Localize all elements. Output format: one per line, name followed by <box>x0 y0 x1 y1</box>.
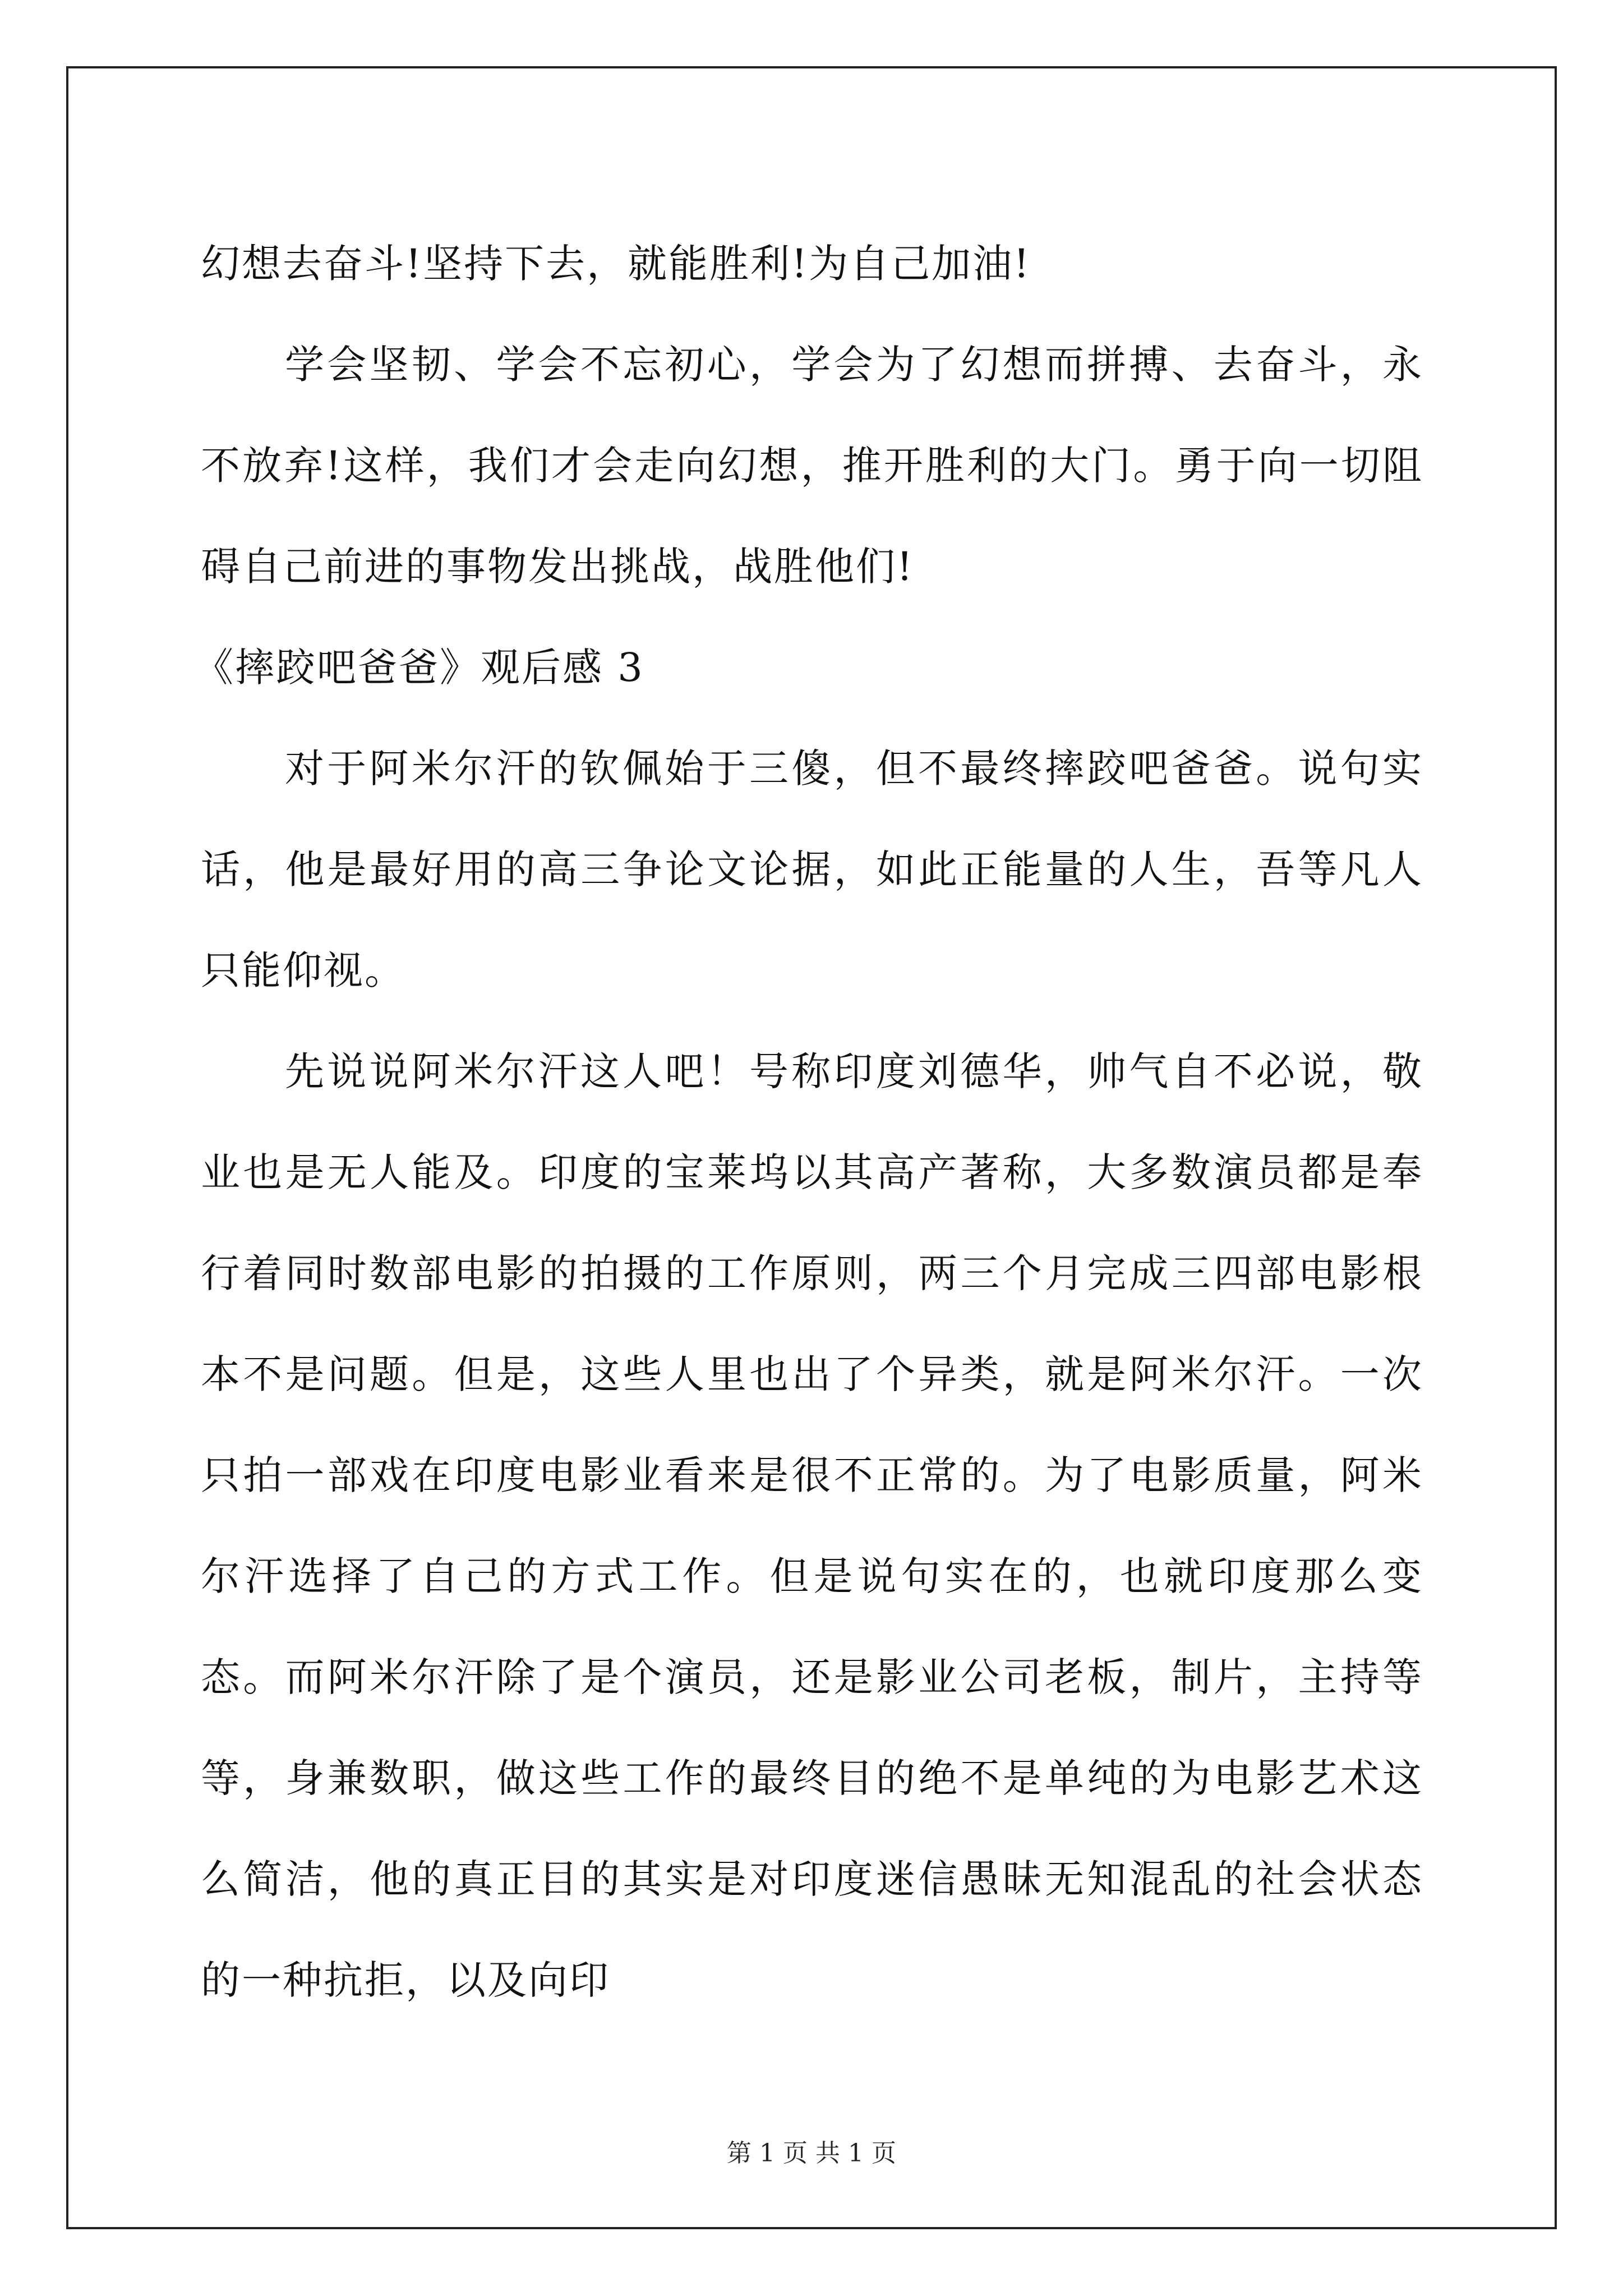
paragraph-2: 学会坚韧、学会不忘初心，学会为了幻想而拼搏、去奋斗，永不放弃!这样，我们才会走向幻想，推开胜利的大门。勇于向一切阻碍自己前进的事物发出挑战，战胜他们! <box>201 342 1423 590</box>
page-number: 第 1 页 共 1 页 <box>727 2139 896 2168</box>
section-heading: 《摔跤吧爸爸》观后感 3 <box>194 645 644 691</box>
paragraph-3: 对于阿米尔汗的钦佩始于三傻，但不最终摔跤吧爸爸。说句实话，他是最好用的高三争论文论据，如此正能量的人生，吾等凡人只能仰视。 <box>201 746 1423 993</box>
paragraph-1: 幻想去奋斗!坚持下去，就能胜利!为自己加油! <box>201 241 1031 287</box>
document-body <box>194 213 1423 2031</box>
page-footer <box>0 2133 1623 2169</box>
paragraph-4: 先说说阿米尔汗这人吧！号称印度刘德华，帅气自不必说，敬业也是无人能及。印度的宝莱坞以其高产著称，大多数演员都是奉行着同时数部电影的拍摄的工作原则，两三个月完成三四部电影根本不是问题。但是，这些人里也出了个异类，就是阿米尔汗。一次只拍一部戏在印度电影业看来是很不正常的。为了电影质量，阿米尔汗选择了自己的方式工作。但是说句实在的，也就印度那么变态。而阿米尔汗除了是个演员，还是影业公司老板，制片，主持等等，身兼数职，做这些工作的最终目的绝不是单纯的为电影艺术这么简洁，他的真正目的其实是对印度迷信愚昧无知混乱的社会状态的一种抗拒，以及向印 <box>201 1048 1423 2003</box>
